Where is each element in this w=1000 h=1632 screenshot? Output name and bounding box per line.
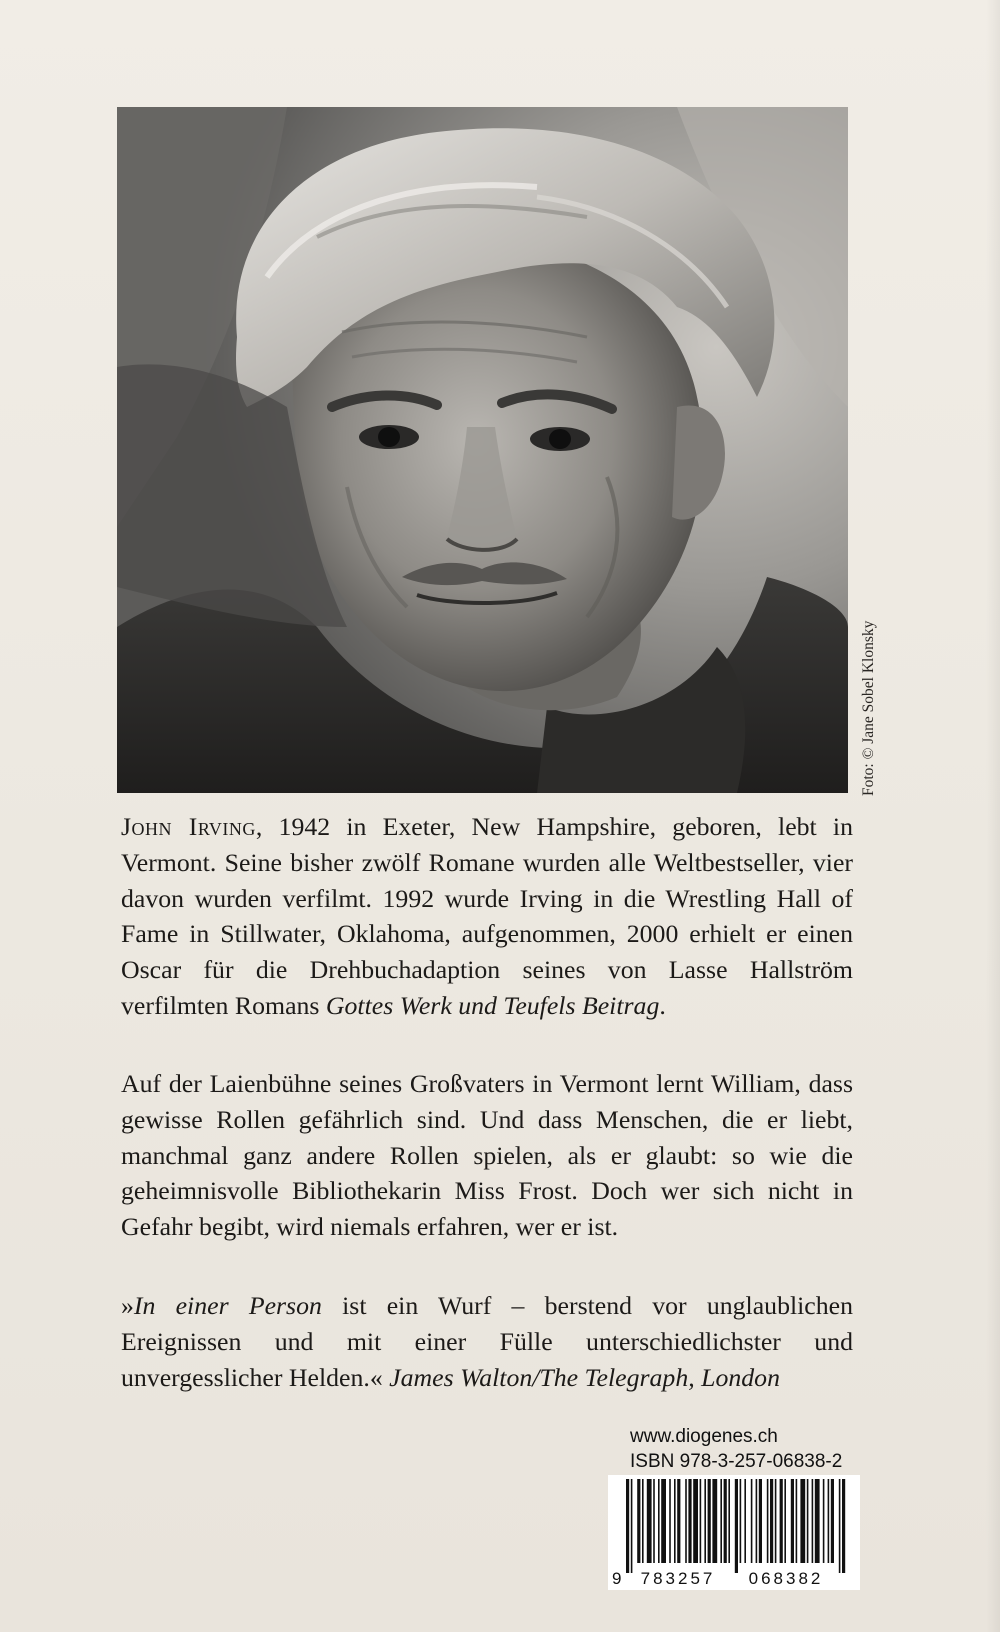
barcode-bar (704, 1479, 706, 1563)
barcode-bar (751, 1479, 753, 1563)
barcode-bar (685, 1479, 687, 1563)
barcode-bar (800, 1479, 805, 1563)
barcode-graphic (608, 1475, 860, 1590)
isbn-number: ISBN 978-3-257-06838-2 (630, 1451, 843, 1472)
barcode-bar (724, 1479, 727, 1563)
barcode-bar (775, 1479, 777, 1563)
barcode-bar (658, 1479, 660, 1563)
barcode-bar (637, 1479, 640, 1563)
barcode-bar (661, 1479, 666, 1563)
barcode-bar (720, 1479, 722, 1563)
author-name: John Irving (121, 812, 256, 841)
barcode-bar (784, 1479, 786, 1563)
quote-open-mark: » (121, 1291, 134, 1320)
barcode-bar (839, 1479, 841, 1573)
barcode-bar (642, 1479, 644, 1563)
press-quote (121, 1288, 853, 1395)
bio-text: , 1942 in Exeter, New Hampshire, geboren, lebt in Vermont. Seine bisher zwölf Romane wurden alle Weltbestseller, vier davon wurden verfilmt. 1992 wurde Irving in die Wrestling Hall of Fame in Stillwater, Oklahoma, aufgenommen, 2000 erhielt er einen Oscar für die Drehbuchadaption seines von Lasse Hallström verfilmten Romans (121, 812, 853, 1020)
barcode-bar (740, 1479, 742, 1563)
barcode-bar (647, 1479, 652, 1563)
quote-text: ist ein Wurf – berstend vor unglaublichen Ereignissen und mit einer Fülle unterschiedlichster und unvergesslicher Helden. (121, 1291, 853, 1392)
barcode-bar (756, 1479, 758, 1563)
portrait-illustration (117, 107, 848, 793)
photo-credit: Foto: © Jane Sobel Klonsky (860, 620, 877, 796)
barcode-bar (653, 1479, 655, 1563)
barcode-bar (759, 1479, 762, 1563)
barcode-bar (831, 1479, 834, 1563)
author-biography (121, 809, 853, 1024)
barcode-bar (770, 1479, 773, 1563)
barcode-bar (791, 1479, 794, 1563)
author-portrait-photo (117, 107, 848, 793)
barcode-bar (842, 1479, 845, 1573)
barcode-bar (674, 1479, 676, 1563)
novel-title: Gottes Werk und Teufels Beitrag (325, 990, 660, 1020)
barcode-lead-digit: 9 (612, 1569, 622, 1588)
barcode-bar (728, 1479, 730, 1563)
barcode-bar (631, 1479, 633, 1573)
barcode-bar (688, 1479, 691, 1563)
synopsis-text: Auf der Laienbühne seines Großvaters in Vermont lernt William, dass gewisse Rollen gefährlich sind. Und dass Menschen, die er liebt, manchmal ganz andere Rollen spielen, als er glaubt: so wie die geheimnisvolle Bibliothekarin Miss Frost. Doch wer sich nicht in Gefahr begibt, wird niemals erfahren, wer er ist. (121, 1069, 853, 1242)
barcode-bar (677, 1479, 680, 1563)
barcode-bar (708, 1479, 711, 1563)
barcode-bar (744, 1479, 746, 1563)
barcode-bar (712, 1479, 717, 1563)
barcode (608, 1475, 860, 1590)
barcode-bar (828, 1479, 830, 1563)
quote-close-mark: « (369, 1362, 390, 1392)
barcode-bar (796, 1479, 798, 1563)
barcode-bar (812, 1479, 814, 1563)
bio-end: . (659, 990, 666, 1020)
barcode-bar (735, 1479, 738, 1573)
barcode-bar (767, 1479, 769, 1563)
barcode-bar (780, 1479, 783, 1563)
barcode-left-digits: 783257 (640, 1569, 716, 1588)
barcode-bar (815, 1479, 820, 1563)
barcode-bar (669, 1479, 671, 1563)
barcode-bars (626, 1479, 845, 1573)
barcode-bar (700, 1479, 702, 1563)
barcode-bar (693, 1479, 698, 1563)
barcode-right-digits: 068382 (748, 1569, 824, 1588)
barcode-bar (626, 1479, 629, 1573)
book-synopsis (121, 1066, 853, 1245)
quote-source: James Walton/The Telegraph, London (389, 1362, 780, 1392)
barcode-bar (823, 1479, 825, 1563)
quote-book-title: In einer Person (133, 1291, 322, 1320)
barcode-bar (807, 1479, 809, 1563)
publisher-website: www.diogenes.ch (630, 1426, 778, 1447)
